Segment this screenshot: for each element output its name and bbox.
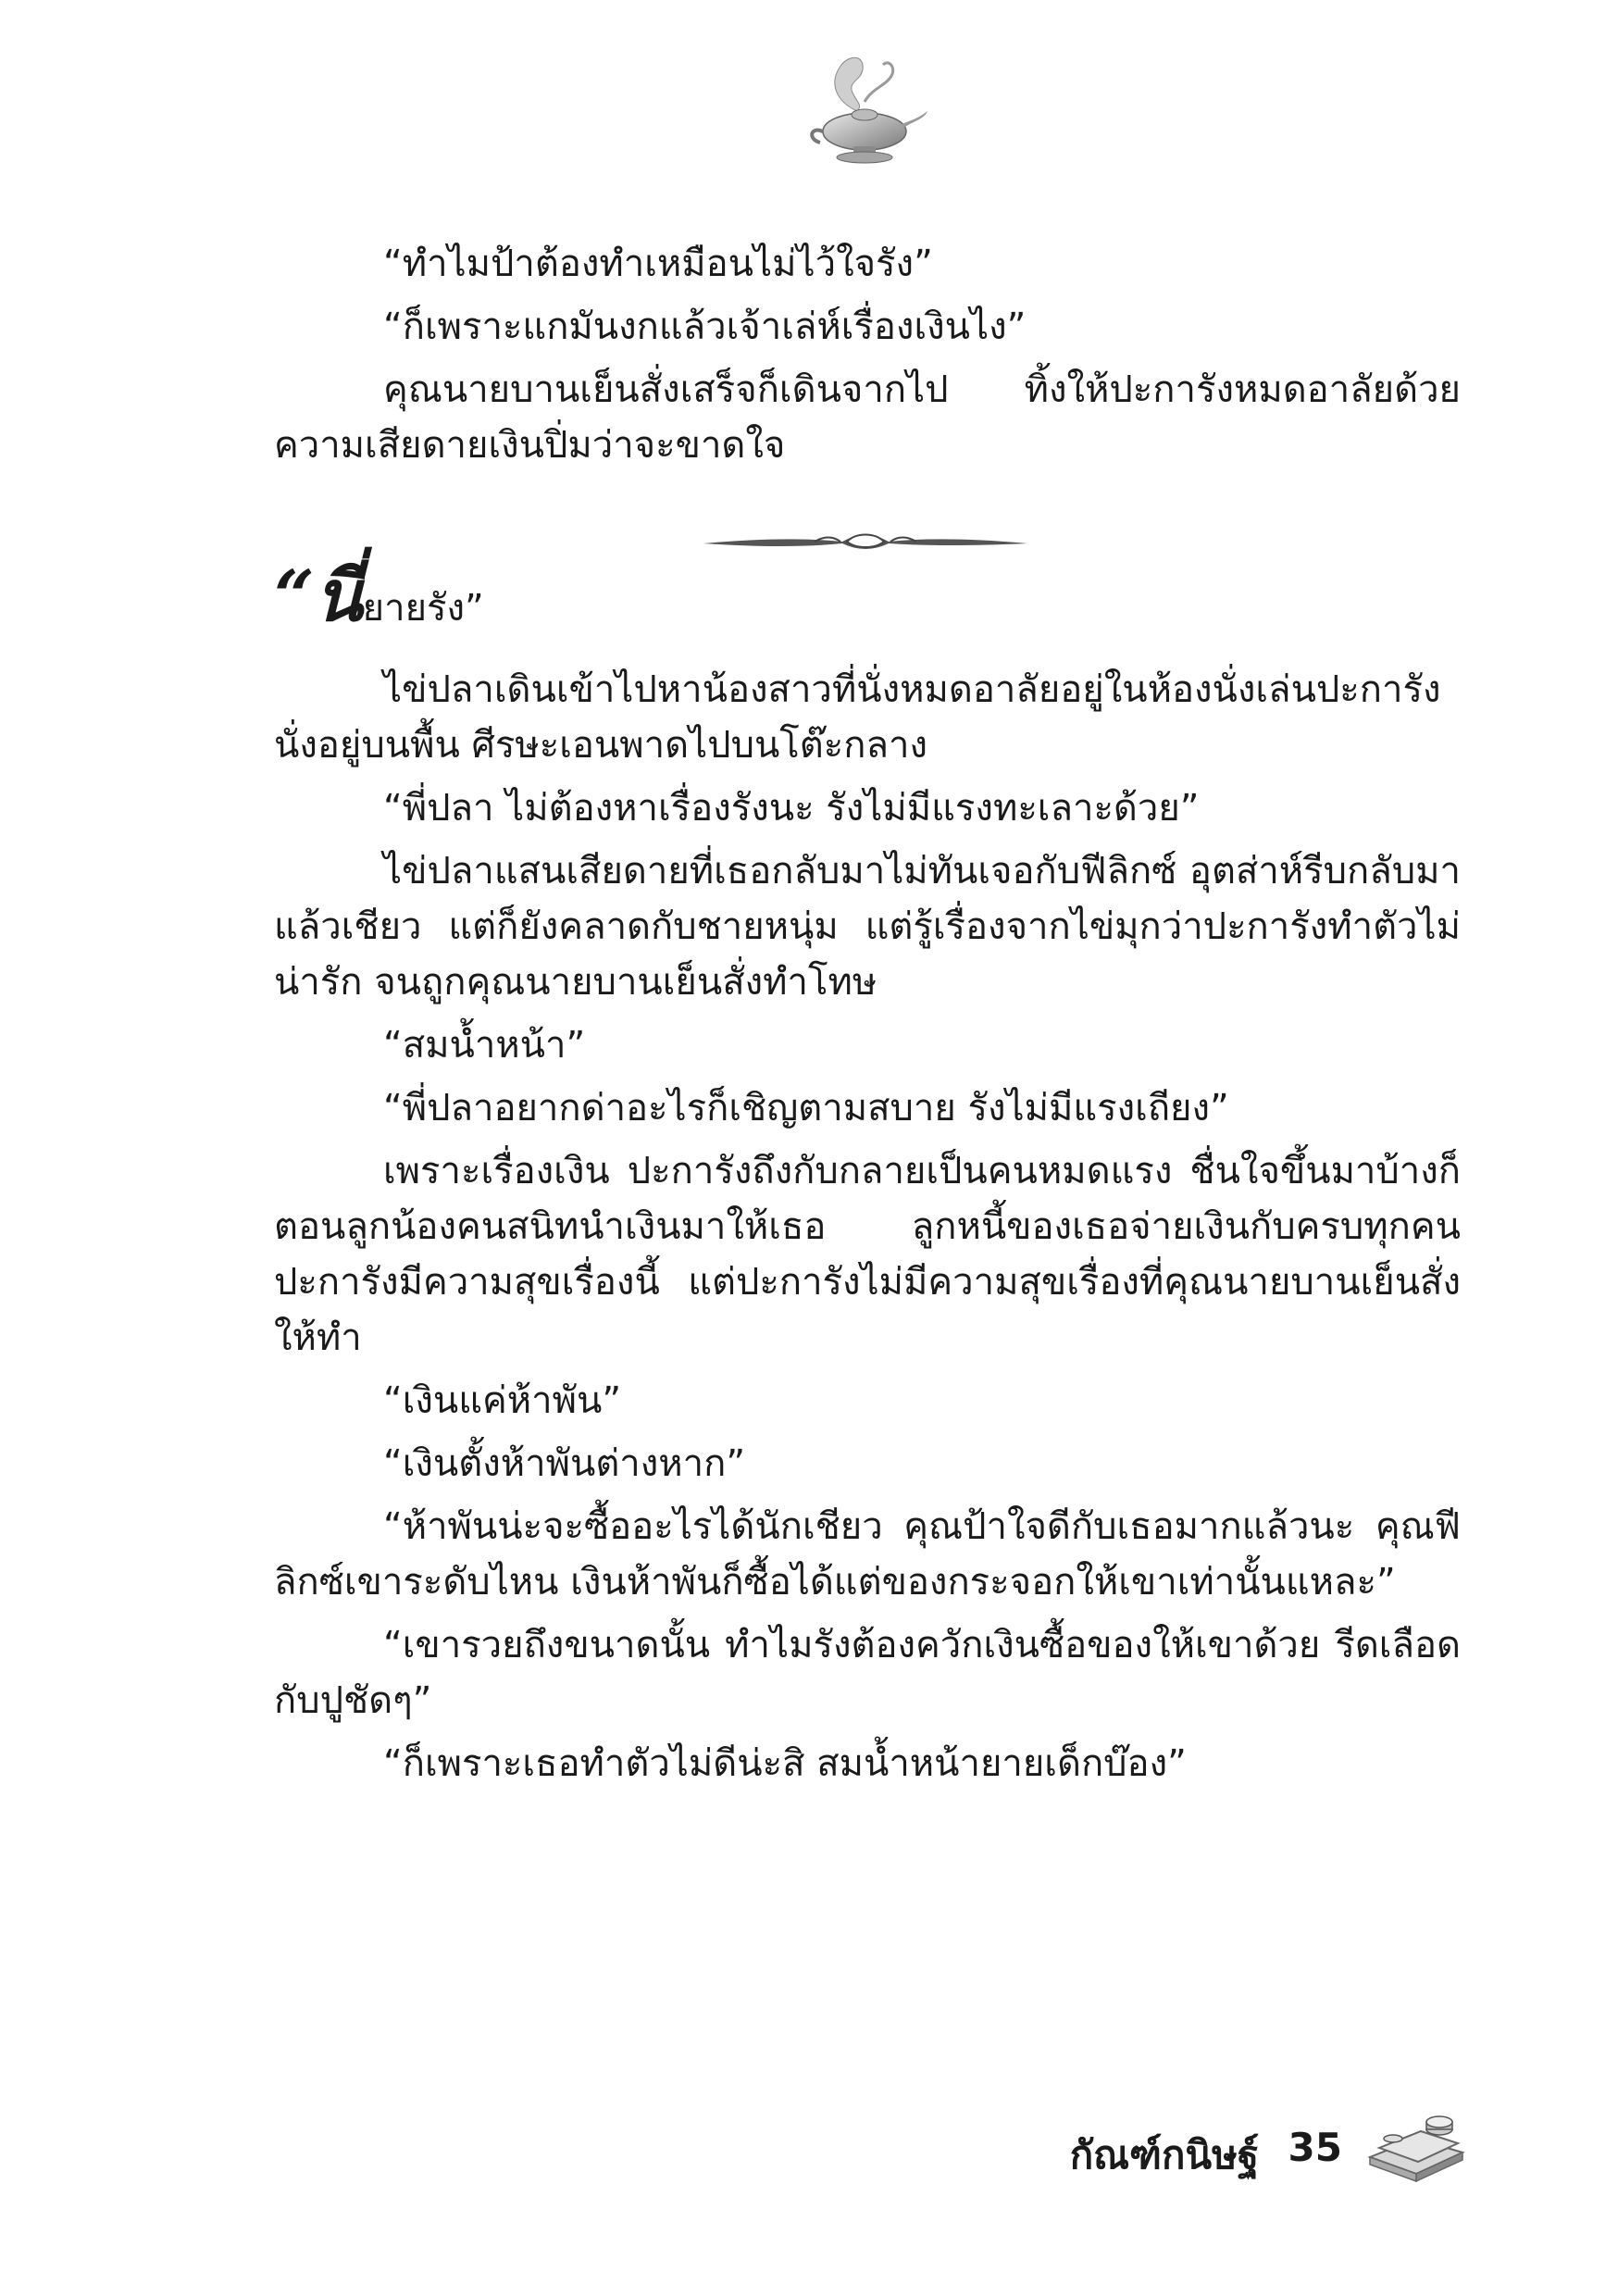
paragraph: “ก็เพราะแกมันงกแล้วเจ้าเล่ห์เรื่องเงินไง” xyxy=(383,306,1027,348)
genie-lamp-icon xyxy=(800,46,929,167)
paragraph: ไข่ปลาแสนเสียดายที่เธอกลับมาไม่ทันเจอกับฟีลิกซ์ อุตส่าห์รีบกลับมาแล้วเชียว แต่ก็ยังคลาดกับชายหนุ่ม แต่รู้เรื่องจากไข่มุกว่าปะการังทำตัวไม่น่ารัก จนถูกคุณนายบานเย็นสั่งทำโทษ xyxy=(274,850,1461,1004)
section-opening xyxy=(274,555,484,637)
paragraph: “เงินแค่ห้าพัน” xyxy=(383,1379,622,1422)
money-stack-icon xyxy=(1361,2111,1472,2185)
page-number: 35 xyxy=(1288,2125,1342,2170)
opening-rest: ยายรัง” xyxy=(362,587,484,630)
paragraph: “ทำไมป้าต้องทำเหมือนไม่ไว้ใจรัง” xyxy=(383,243,933,285)
paragraph: “พี่ปลาอยากด่าอะไรก็เชิญตามสบาย รังไม่มีแรงเถียง” xyxy=(383,1087,1229,1129)
ornamental-divider xyxy=(703,523,1027,560)
page-footer xyxy=(1064,2106,1472,2199)
paragraph: “เงินตั้งห้าพันต่างหาก” xyxy=(383,1442,746,1485)
paragraph: เพราะเรื่องเงิน ปะการังถึงกับกลายเป็นคนหมดแรง ชื่นใจขึ้นมาบ้างก็ตอนลูกน้องคนสนิทนำเงินมาให้เธอ ลูกหนี้ของเธอจ่ายเงินกับครบทุกคน ปะการังมีความสุขเรื่องนี้ แต่ปะการังไม่มีความสุขเรื่องที่คุณนายบานเย็นสั่งให้ทำ xyxy=(274,1150,1461,1359)
paragraph: “สมน้ำหน้า” xyxy=(383,1024,586,1067)
author-name: กัณฑ์กนิษฐ์ xyxy=(1069,2132,1259,2177)
paragraph: คุณนายบานเย็นสั่งเสร็จก็เดินจากไป ทิ้งให้ปะการังหมดอาลัยด้วยความเสียดายเงินปิ่มว่าจะขาดใจ xyxy=(274,368,1461,467)
paragraph: “ห้าพันน่ะจะซื้ออะไรได้นักเชียว คุณป้าใจดีกับเธอมากแล้วนะ คุณฟีลิกซ์เขาระดับไหน เงินห้าพันก็ซื้อได้แต่ของกระจอกให้เขาเท่านั้นแหละ” xyxy=(274,1505,1461,1603)
text-block-top xyxy=(274,236,1461,480)
paragraph: “ก็เพราะเธอทำตัวไม่ดีน่ะสิ สมน้ำหน้ายายเด็กบ๊อง” xyxy=(383,1742,1187,1785)
text-block-main xyxy=(274,662,1461,1799)
drop-word: “นี่ xyxy=(274,555,363,637)
paragraph: “เขารวยถึงขนาดนั้น ทำไมรังต้องควักเงินซื้อของให้เขาด้วย รีดเลือดกับปูชัดๆ” xyxy=(274,1624,1461,1722)
paragraph: ไข่ปลาเดินเข้าไปหาน้องสาวที่นั่งหมดอาลัยอยู่ในห้องนั่งเล่นปะการังนั่งอยู่บนพื้น ศีรษะเอนพาดไปบนโต๊ะกลาง xyxy=(274,668,1441,767)
paragraph: “พี่ปลา ไม่ต้องหาเรื่องรังนะ รังไม่มีแรงทะเลาะด้วย” xyxy=(383,787,1200,830)
